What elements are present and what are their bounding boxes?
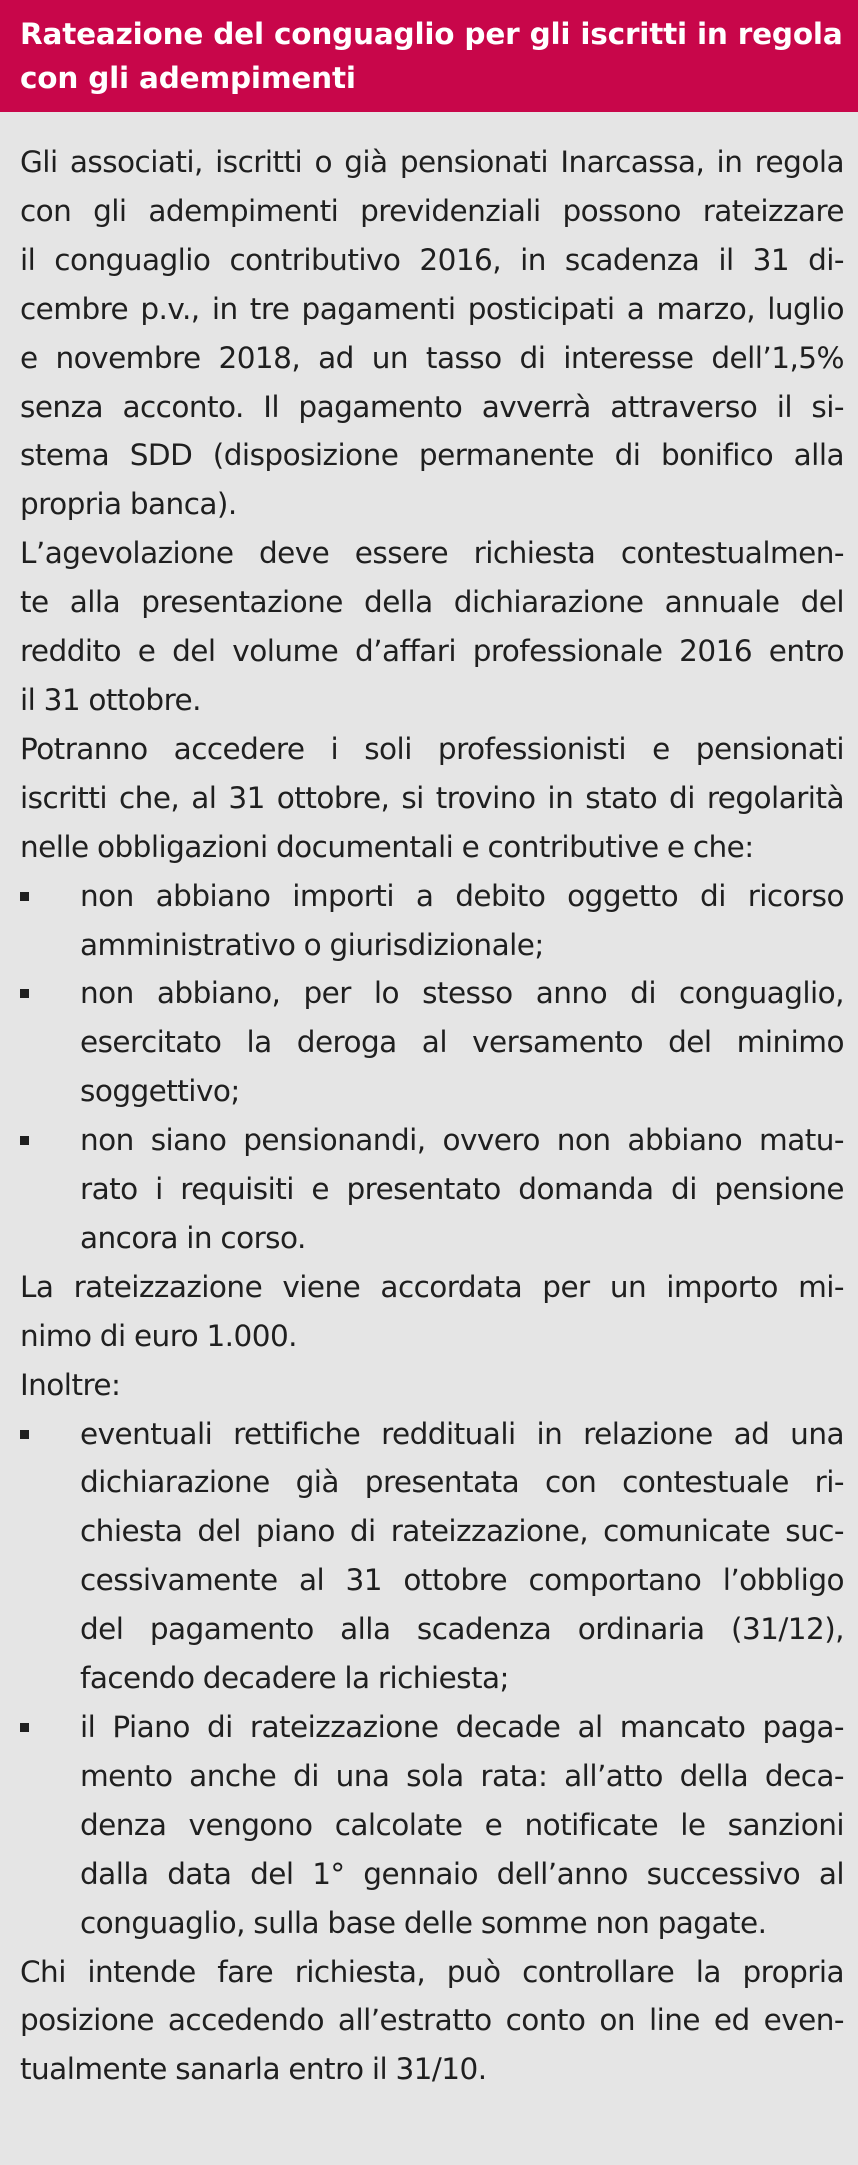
header-title-line: con gli adempimenti: [20, 61, 356, 95]
paragraph-line: [20, 187, 844, 236]
paragraph-line: [20, 1263, 844, 1312]
line-text: il 31 ottobre.: [20, 682, 201, 717]
paragraph-line: [20, 823, 844, 872]
box-body: [0, 112, 858, 2094]
line-text: denza vengono calcolate e notificate le sanzioni: [80, 1807, 844, 1842]
paragraph-line: [20, 676, 844, 725]
line-text: cessivamente al 31 ottobre comportano l’obbligo: [80, 1563, 844, 1598]
paragraph-line: [20, 138, 844, 187]
paragraph-line: [20, 774, 844, 823]
line-text: eventuali rettifiche reddituali in relazione ad una: [80, 1416, 844, 1451]
line-text: dichiarazione già presentata con contestuale ri-: [80, 1465, 844, 1500]
line-text: nimo di euro 1.000.: [20, 1318, 297, 1353]
paragraph-line: [20, 334, 844, 383]
line-text: tualmente sanarla entro il 31/10.: [20, 2052, 487, 2087]
line-text: rato i requisiti e presentato domanda di pensione: [80, 1172, 844, 1207]
bullet-continuation-line: [20, 1018, 844, 1067]
line-text: e novembre 2018, ad un tasso di interesse dell’1,5%: [20, 340, 844, 375]
bullet-continuation-line: [20, 1458, 844, 1507]
line-text: amministrativo o giurisdizionale;: [80, 927, 544, 962]
bullet-continuation-line: [20, 1556, 844, 1605]
bullet-continuation-line: [20, 1214, 844, 1263]
line-text: L’agevolazione deve essere richiesta contestualmen-: [20, 536, 844, 571]
line-text: cembre p.v., in tre pagamenti posticipati a marzo, luglio: [20, 291, 844, 326]
paragraph-line: [20, 1996, 844, 2045]
line-text: chiesta del piano di rateizzazione, comunicate suc-: [80, 1514, 844, 1549]
paragraph-line: [20, 480, 844, 529]
line-text: il conguaglio contributivo 2016, in scadenza il 31 di-: [20, 242, 844, 277]
line-text: Potranno accedere i soli professionisti e pensionati: [20, 731, 844, 766]
bullet-item-line: [20, 872, 844, 921]
line-text: Inoltre:: [20, 1367, 121, 1402]
line-text: non siano pensionandi, ovvero non abbiano matu-: [80, 1123, 844, 1158]
paragraph-line: [20, 725, 844, 774]
line-text: soggettivo;: [80, 1074, 240, 1109]
paragraph-line: [20, 383, 844, 432]
bullet-continuation-line: [20, 1899, 844, 1948]
bullet-item-line: [20, 969, 844, 1018]
paragraph-line: [20, 236, 844, 285]
bullet-continuation-line: [20, 1067, 844, 1116]
header-title-line: Rateazione del conguaglio per gli iscritti in regola: [20, 17, 843, 51]
bullet-continuation-line: [20, 1850, 844, 1899]
line-text: nelle obbligazioni documentali e contributive e che:: [20, 829, 754, 864]
paragraph-line: [20, 578, 844, 627]
bullet-item-line: [20, 1703, 844, 1752]
bullet-continuation-line: [20, 1165, 844, 1214]
line-text: non abbiano importi a debito oggetto di ricorso: [80, 878, 844, 913]
line-text: dalla data del 1° gennaio dell’anno successivo al: [80, 1856, 844, 1891]
bullet-continuation-line: [20, 1507, 844, 1556]
paragraph-line: [20, 529, 844, 578]
line-text: stema SDD (disposizione permanente di bonifico alla: [20, 438, 844, 473]
bullet-continuation-line: [20, 1752, 844, 1801]
line-text: senza acconto. Il pagamento avverrà attraverso il si-: [20, 389, 844, 424]
box-header: [0, 0, 858, 112]
line-text: posizione accedendo all’estratto conto on line ed even-: [20, 2003, 844, 2038]
paragraph-line: [20, 431, 844, 480]
square-bullet-icon: [20, 1430, 29, 1439]
line-text: ancora in corso.: [80, 1220, 306, 1255]
line-text: mento anche di una sola rata: all’atto della deca-: [80, 1758, 844, 1793]
bullet-continuation-line: [20, 1801, 844, 1850]
line-text: del pagamento alla scadenza ordinaria (31/12),: [80, 1612, 844, 1647]
line-text: iscritti che, al 31 ottobre, si trovino in stato di regolarità: [20, 780, 844, 815]
line-text: propria banca).: [20, 487, 237, 522]
line-text: con gli adempimenti previdenziali possono rateizzare: [20, 193, 844, 228]
square-bullet-icon: [20, 1136, 29, 1145]
square-bullet-icon: [20, 989, 29, 998]
line-text: conguaglio, sulla base delle somme non pagate.: [80, 1905, 767, 1940]
line-text: il Piano di rateizzazione decade al mancato paga-: [80, 1710, 844, 1744]
square-bullet-icon: [20, 892, 29, 901]
line-text: Chi intende fare richiesta, può controllare la propria: [20, 1954, 844, 1989]
bullet-continuation-line: [20, 921, 844, 970]
bullet-item-line: [20, 1116, 844, 1165]
paragraph-line: [20, 285, 844, 334]
paragraph-line: [20, 627, 844, 676]
paragraph-line: [20, 1361, 844, 1410]
line-text: te alla presentazione della dichiarazione annuale del: [20, 585, 844, 620]
line-text: reddito e del volume d’affari professionale 2016 entro: [20, 634, 844, 669]
paragraph-line: [20, 1948, 844, 1997]
line-text: facendo decadere la richiesta;: [80, 1661, 509, 1696]
bullet-item-line: [20, 1410, 844, 1459]
bullet-continuation-line: [20, 1654, 844, 1703]
bullet-continuation-line: [20, 1605, 844, 1654]
line-text: non abbiano, per lo stesso anno di conguaglio,: [80, 976, 844, 1011]
line-text: esercitato la deroga al versamento del minimo: [80, 1025, 844, 1060]
line-text: Gli associati, iscritti o già pensionati Inarcassa, in regola: [20, 145, 844, 179]
paragraph-line: [20, 2045, 844, 2094]
line-text: La rateizzazione viene accordata per un importo mi-: [20, 1269, 844, 1304]
square-bullet-icon: [20, 1723, 29, 1732]
paragraph-line: [20, 1312, 844, 1361]
